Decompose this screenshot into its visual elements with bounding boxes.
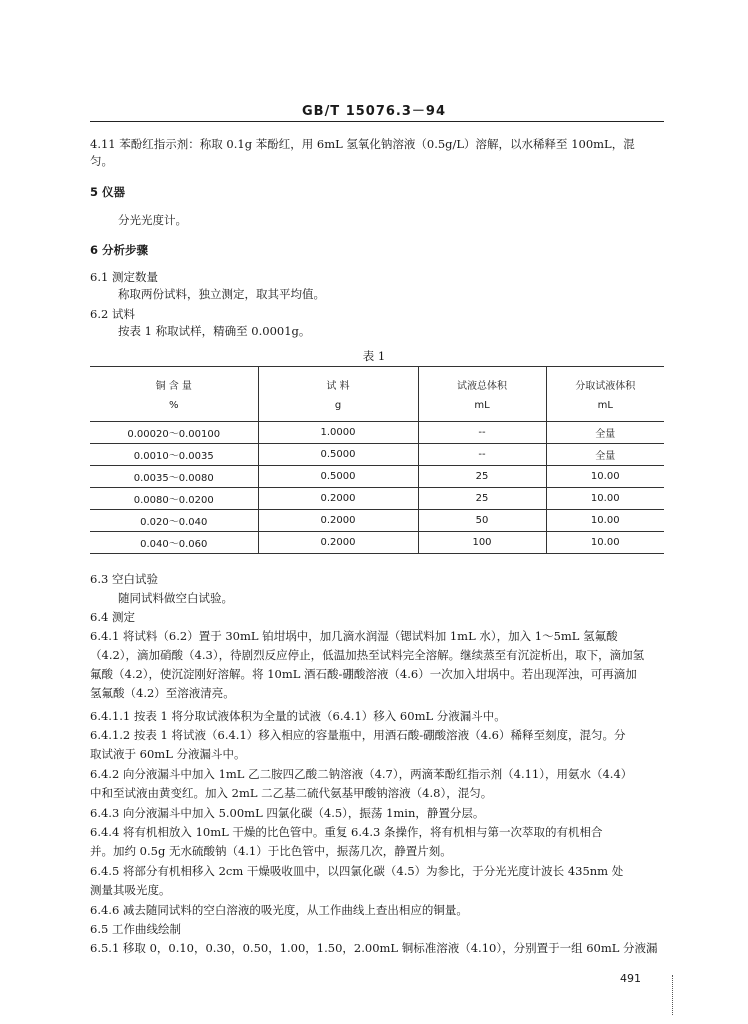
section-6-5-heading: 6.5 工作曲线绘制 <box>90 922 181 936</box>
table-row <box>90 488 664 510</box>
section-6-4-heading: 6.4 测定 <box>90 610 135 624</box>
para-6-4-5-line2: 测量其吸光度。 <box>90 883 171 897</box>
col-sample-mass-header: 试 料 g <box>258 367 418 422</box>
table-title: 表 1 <box>362 349 386 363</box>
para-4-11-line1: 4.11 苯酚红指示剂：称取 0.1g 苯酚红，用 6mL 氢氧化钠溶液（0.5g/L）溶解，以水稀释至 100mL，混 <box>90 137 635 151</box>
table-row <box>90 510 664 532</box>
para-6-4-4-line2: 并。加约 0.5g 无水硫酸钠（4.1）于比色管中，振荡几次，静置片刻。 <box>90 844 452 858</box>
section-6-2-body: 按表 1 称取试样，精确至 0.0001g。 <box>118 324 311 338</box>
para-6-4-1-line4: 氢氟酸（4.2）至溶液清亮。 <box>90 686 235 700</box>
binding-edge-marks <box>672 975 675 1015</box>
table-1 <box>90 366 664 554</box>
table-row <box>90 532 664 554</box>
section-6-1-heading: 6.1 测定数量 <box>90 270 158 284</box>
header-rule <box>90 121 664 122</box>
para-6-4-3: 6.4.3 向分液漏斗中加入 5.00mL 四氯化碳（4.5），振荡 1min，静置分层。 <box>90 806 485 820</box>
para-6-4-1-line2: （4.2），滴加硝酸（4.3），待剧烈反应停止，低温加热至试料完全溶解。继续蒸至有沉淀析出，取下，滴加氢 <box>90 648 645 662</box>
cell-total-volume: 50 <box>418 510 546 532</box>
cell-total-volume: 25 <box>418 466 546 488</box>
cell-aliquot-volume: 10.00 <box>546 488 664 510</box>
para-6-4-1-line3: 氟酸（4.2），使沉淀刚好溶解。将 10mL 酒石酸-硼酸溶液（4.6）一次加入坩埚中。若出现浑浊，可再滴加 <box>90 667 637 681</box>
cell-copper-content: 0.0035～0.0080 <box>90 466 258 488</box>
cell-sample-mass: 0.2000 <box>258 488 418 510</box>
cell-aliquot-volume: 全量 <box>546 422 664 444</box>
cell-copper-content: 0.020～0.040 <box>90 510 258 532</box>
section-6-3-heading: 6.3 空白试验 <box>90 572 158 586</box>
cell-sample-mass: 0.2000 <box>258 532 418 554</box>
para-6-4-1-2-line1: 6.4.1.2 按表 1 将试液（6.4.1）移入相应的容量瓶中，用酒石酸-硼酸溶液（4.6）稀释至刻度，混匀。分 <box>90 728 626 742</box>
cell-sample-mass: 1.0000 <box>258 422 418 444</box>
para-6-4-4-line1: 6.4.4 将有机相放入 10mL 干燥的比色管中。重复 6.4.3 条操作，将有机相与第一次萃取的有机相合 <box>90 825 603 839</box>
para-6-4-2-line2: 中和至试液由黄变红。加入 2mL 二乙基二硫代氨基甲酸钠溶液（4.8），混匀。 <box>90 786 493 800</box>
col-total-volume-header: 试液总体积 mL <box>418 367 546 422</box>
cell-aliquot-volume: 10.00 <box>546 466 664 488</box>
section-6-heading: 6 分析步骤 <box>90 243 149 257</box>
section-6-2-heading: 6.2 试料 <box>90 307 135 321</box>
table-row <box>90 466 664 488</box>
cell-total-volume: -- <box>418 422 546 444</box>
col-aliquot-volume-header: 分取试液体积 mL <box>546 367 664 422</box>
para-6-4-1-1: 6.4.1.1 按表 1 将分取试液体积为全量的试液（6.4.1）移入 60mL 分液漏斗中。 <box>90 709 506 723</box>
para-4-11-line2: 匀。 <box>90 154 113 168</box>
section-5-heading: 5 仪器 <box>90 185 126 199</box>
cell-sample-mass: 0.2000 <box>258 510 418 532</box>
cell-copper-content: 0.0010～0.0035 <box>90 444 258 466</box>
cell-sample-mass: 0.5000 <box>258 444 418 466</box>
standard-header: GB/T 15076.3－94 <box>301 104 447 119</box>
para-6-4-2-line1: 6.4.2 向分液漏斗中加入 1mL 乙二胺四乙酸二钠溶液（4.7），两滴苯酚红指示剂（4.11），用氨水（4.4） <box>90 767 633 781</box>
cell-aliquot-volume: 10.00 <box>546 510 664 532</box>
cell-total-volume: 100 <box>418 532 546 554</box>
para-6-5-1-line1: 6.5.1 移取 0，0.10，0.30，0.50，1.00，1.50，2.00mL 铜标准溶液（4.10），分别置于一组 60mL 分液漏 <box>90 941 658 955</box>
table-header-row <box>90 367 664 422</box>
cell-aliquot-volume: 全量 <box>546 444 664 466</box>
cell-copper-content: 0.040～0.060 <box>90 532 258 554</box>
page-number: 491 <box>620 972 641 985</box>
col-copper-content-header: 铜 含 量 % <box>90 367 258 422</box>
table-row <box>90 422 664 444</box>
section-6-3-body: 随同试料做空白试验。 <box>118 591 233 605</box>
section-5-body: 分光光度计。 <box>118 213 187 227</box>
para-6-4-1-2-line2: 取试液于 60mL 分液漏斗中。 <box>90 747 246 761</box>
para-6-4-1-line1: 6.4.1 将试料（6.2）置于 30mL 铂坩埚中，加几滴水润湿（锶试料加 1mL 水），加入 1～5mL 氢氟酸 <box>90 629 618 643</box>
cell-total-volume: -- <box>418 444 546 466</box>
cell-copper-content: 0.00020～0.00100 <box>90 422 258 444</box>
para-6-4-5-line1: 6.4.5 将部分有机相移入 2cm 干燥吸收皿中，以四氯化碳（4.5）为参比，于分光光度计波长 435nm 处 <box>90 864 624 878</box>
section-6-1-body: 称取两份试料，独立测定，取其平均值。 <box>118 287 325 301</box>
para-6-4-6: 6.4.6 减去随同试料的空白溶液的吸光度，从工作曲线上查出相应的铜量。 <box>90 903 468 917</box>
cell-aliquot-volume: 10.00 <box>546 532 664 554</box>
cell-copper-content: 0.0080～0.0200 <box>90 488 258 510</box>
cell-sample-mass: 0.5000 <box>258 466 418 488</box>
cell-total-volume: 25 <box>418 488 546 510</box>
table-row <box>90 444 664 466</box>
